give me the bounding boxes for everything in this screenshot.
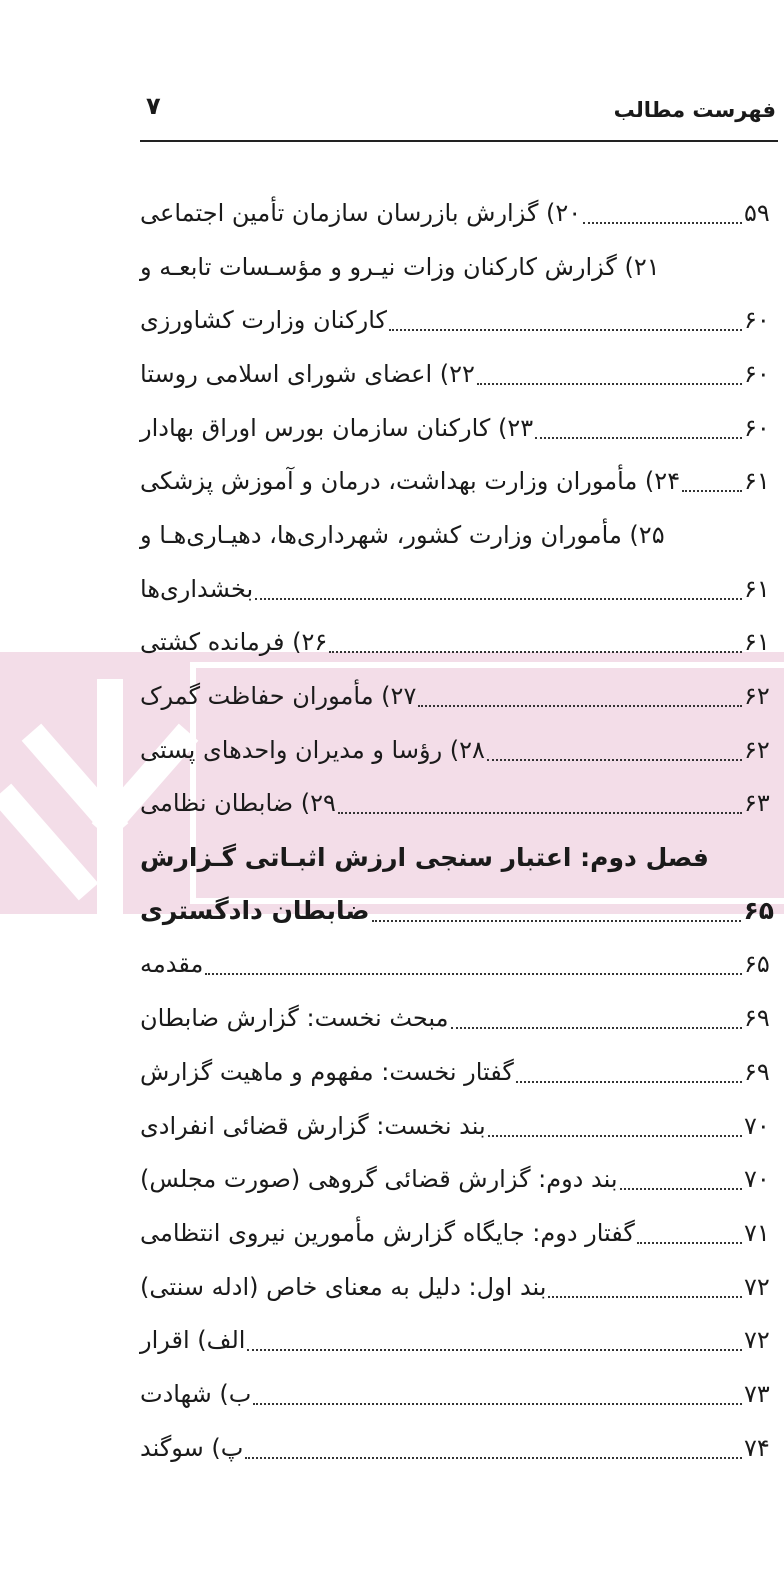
toc-leader-dots <box>682 490 742 492</box>
toc-entry-label: فصل دوم: اعتبار سنجی ارزش اثبـاتی گـزارش <box>140 842 709 872</box>
toc-entry-label: بخشداری‌ها <box>140 574 254 603</box>
toc-entry-page: ۵۹ <box>744 198 770 227</box>
toc-entry <box>140 401 774 455</box>
toc-entry-label: الف) اقرار <box>140 1326 246 1355</box>
toc-entry-page: ۶۹ <box>744 1004 770 1033</box>
toc-entry <box>140 1367 774 1421</box>
toc-entry-label: ۲۲) اعضای شورای اسلامی روستا <box>140 359 475 388</box>
toc-entry <box>140 347 774 401</box>
toc-leader-dots <box>389 329 742 331</box>
toc-entry-page: ۶۳ <box>744 789 770 818</box>
toc-leader-dots <box>205 973 742 975</box>
toc-entry-page: ۷۲ <box>744 1326 770 1355</box>
toc-entry-page: ۷۰ <box>744 1165 770 1194</box>
toc-entry <box>140 1260 774 1314</box>
toc-entry-label: ۲۳) کارکنان سازمان بورس اوراق بهادار <box>140 413 534 442</box>
toc-entry <box>140 240 774 294</box>
table-of-contents <box>140 186 774 1475</box>
toc-leader-dots <box>477 383 742 385</box>
toc-entry-page: ۷۴ <box>744 1433 770 1462</box>
toc-leader-dots <box>338 812 742 814</box>
toc-entry <box>140 562 774 616</box>
toc-entry-label: ۲۸) رؤسا و مدیران واحدهای پستی <box>140 735 485 764</box>
toc-entry-label: ۲۹) ضابطان نظامی <box>140 789 336 818</box>
toc-entry-label: گفتار نخست: مفهوم و ماهیت گزارش <box>140 1057 514 1086</box>
page-header <box>140 88 778 142</box>
toc-leader-dots <box>488 1135 742 1137</box>
toc-entry-page: ۷۱ <box>744 1218 770 1247</box>
toc-leader-dots <box>253 1403 742 1405</box>
toc-entry-label: ۲۶) فرمانده کشتی <box>140 628 328 657</box>
toc-entry-label: ۲۱) گزارش کارکنان وزات نیـرو و مؤسـسات تابعـه و <box>140 252 660 281</box>
toc-entry-label: بند نخست: گزارش قضائی انفرادی <box>140 1111 486 1140</box>
toc-entry <box>140 777 774 831</box>
toc-entry <box>140 1045 774 1099</box>
toc-leader-dots <box>255 598 742 600</box>
toc-entry-page: ۶۹ <box>744 1057 770 1086</box>
toc-leader-dots <box>329 651 742 653</box>
toc-entry <box>140 1313 774 1367</box>
toc-leader-dots <box>418 705 742 707</box>
toc-entry-label: ۲۷) مأموران حفاظت گمرک <box>140 682 417 711</box>
toc-entry-label: ضابطان دادگستری <box>140 896 370 926</box>
toc-entry-label: ۲۵) مأموران وزارت کشور، شهرداری‌ها، دهیـاری‌هـا و <box>140 520 665 549</box>
toc-entry-label: پ) سوگند <box>140 1433 244 1462</box>
toc-entry-page: ۶۰ <box>744 306 770 335</box>
toc-entry <box>140 1421 774 1475</box>
toc-entry-label: ۲۴) مأموران وزارت بهداشت، درمان و آموزش پزشکی <box>140 467 681 496</box>
toc-entry-label: بند اول: دلیل به معنای خاص (ادله سنتی) <box>140 1272 547 1301</box>
toc-entry <box>140 669 774 723</box>
toc-entry-label: ب) شهادت <box>140 1379 252 1408</box>
toc-entry-label: ۲۰) گزارش بازرسان سازمان تأمین اجتماعی <box>140 198 582 227</box>
toc-entry <box>140 723 774 777</box>
toc-entry <box>140 454 774 508</box>
toc-leader-dots <box>487 759 742 761</box>
toc-entry <box>140 1099 774 1153</box>
toc-entry-page: ۶۲ <box>744 735 770 764</box>
toc-leader-dots <box>516 1081 742 1083</box>
toc-leader-dots <box>637 1242 742 1244</box>
toc-entry-label: گفتار دوم: جایگاه گزارش مأمورین نیروی انتظامی <box>140 1218 635 1247</box>
toc-leader-dots <box>548 1296 742 1298</box>
toc-entry-label: کارکنان وزارت کشاورزی <box>140 306 387 335</box>
page-number: ۷ <box>146 92 161 120</box>
toc-entry-label: مقدمه <box>140 950 204 979</box>
toc-entry-page: ۶۰ <box>744 359 770 388</box>
toc-leader-dots <box>583 222 742 224</box>
toc-entry <box>140 1152 774 1206</box>
toc-entry-page: ۶۰ <box>744 413 770 442</box>
toc-leader-dots <box>245 1457 742 1459</box>
toc-entry-label: مبحث نخست: گزارش ضابطان <box>140 1004 449 1033</box>
toc-entry <box>140 616 774 670</box>
toc-entry-page: ۶۲ <box>744 682 770 711</box>
toc-entry-page: ۷۰ <box>744 1111 770 1140</box>
toc-leader-dots <box>372 920 742 922</box>
toc-entry <box>140 991 774 1045</box>
toc-leader-dots <box>247 1349 742 1351</box>
toc-chapter-heading <box>140 830 774 884</box>
toc-entry <box>140 1206 774 1260</box>
page-title: فهرست مطالب <box>613 98 776 122</box>
toc-entry-page: ۶۱ <box>744 574 770 603</box>
toc-entry-page: ۷۳ <box>744 1379 770 1408</box>
toc-entry <box>140 938 774 992</box>
toc-entry <box>140 293 774 347</box>
toc-entry-page: ۷۲ <box>744 1272 770 1301</box>
toc-entry <box>140 508 774 562</box>
toc-entry-page: ۶۱ <box>744 628 770 657</box>
toc-leader-dots <box>620 1188 742 1190</box>
toc-chapter-heading <box>140 884 774 938</box>
toc-entry <box>140 186 774 240</box>
toc-entry-page: ۶۵ <box>744 950 770 979</box>
toc-entry-page: ۶۵ <box>743 896 774 926</box>
toc-leader-dots <box>451 1027 743 1029</box>
toc-leader-dots <box>535 437 742 439</box>
toc-entry-page: ۶۱ <box>744 467 770 496</box>
toc-entry-label: بند دوم: گزارش قضائی گروهی (صورت مجلس) <box>140 1165 618 1194</box>
